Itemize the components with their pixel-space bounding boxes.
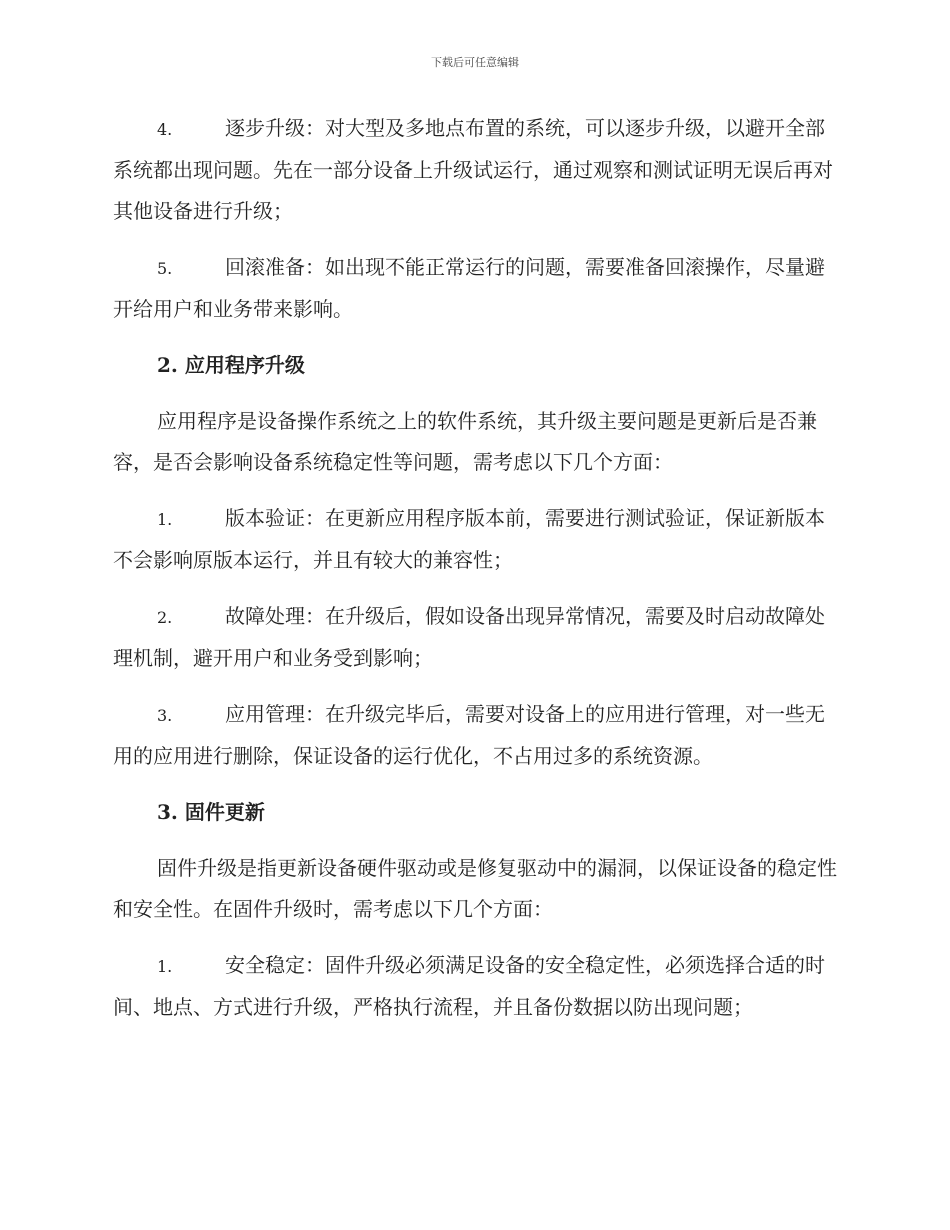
section-heading: 2. 应用程序升级 — [157, 353, 305, 377]
page-header-note: 下载后可任意编辑 — [431, 56, 519, 69]
paragraph: 固件升级是指更新设备硬件驱动或是修复驱动中的漏洞，以保证设备的稳定性和安全性。在固件升级时，需考虑以下几个方面： — [113, 856, 837, 921]
list-item-number: 4. — [157, 120, 173, 139]
list-item-number: 1. — [157, 510, 173, 529]
list-item-text: 故障处理：在升级后，假如设备出现异常情况，需要及时启动故障处理机制，避开用户和业务受到影响； — [113, 604, 825, 670]
section-heading: 3. 固件更新 — [157, 800, 265, 824]
list-item — [113, 596, 837, 679]
list-item-text: 版本验证：在更新应用程序版本前，需要进行测试验证，保证新版本不会影响原版本运行，并且有较大的兼容性； — [113, 506, 825, 572]
list-item — [113, 498, 837, 581]
list-item-text: 安全稳定：固件升级必须满足设备的安全稳定性，必须选择合适的时间、地点、方式进行升级，严格执行流程，并且备份数据以防出现问题； — [113, 953, 825, 1019]
document-body — [113, 108, 837, 1028]
list-item — [113, 247, 837, 330]
list-item-number: 5. — [157, 259, 173, 278]
list-item-number: 1. — [157, 957, 173, 976]
list-item — [113, 694, 837, 777]
list-item-text: 逐步升级：对大型及多地点布置的系统，可以逐步升级，以避开全部系统都出现问题。先在一部分设备上升级试运行，通过观察和测试证明无误后再对其他设备进行升级； — [113, 116, 833, 223]
list-item — [113, 945, 837, 1028]
list-item-text: 应用管理：在升级完毕后，需要对设备上的应用进行管理，对一些无用的应用进行删除，保证设备的运行优化，不占用过多的系统资源。 — [113, 702, 825, 768]
list-item — [113, 108, 837, 232]
list-item-text: 回滚准备：如出现不能正常运行的问题，需要准备回滚操作，尽量避开给用户和业务带来影响。 — [113, 255, 825, 321]
list-item-number: 3. — [157, 706, 173, 725]
paragraph: 应用程序是设备操作系统之上的软件系统，其升级主要问题是更新后是否兼容，是否会影响设备系统稳定性等问题，需考虑以下几个方面： — [113, 409, 817, 474]
list-item-number: 2. — [157, 608, 173, 627]
